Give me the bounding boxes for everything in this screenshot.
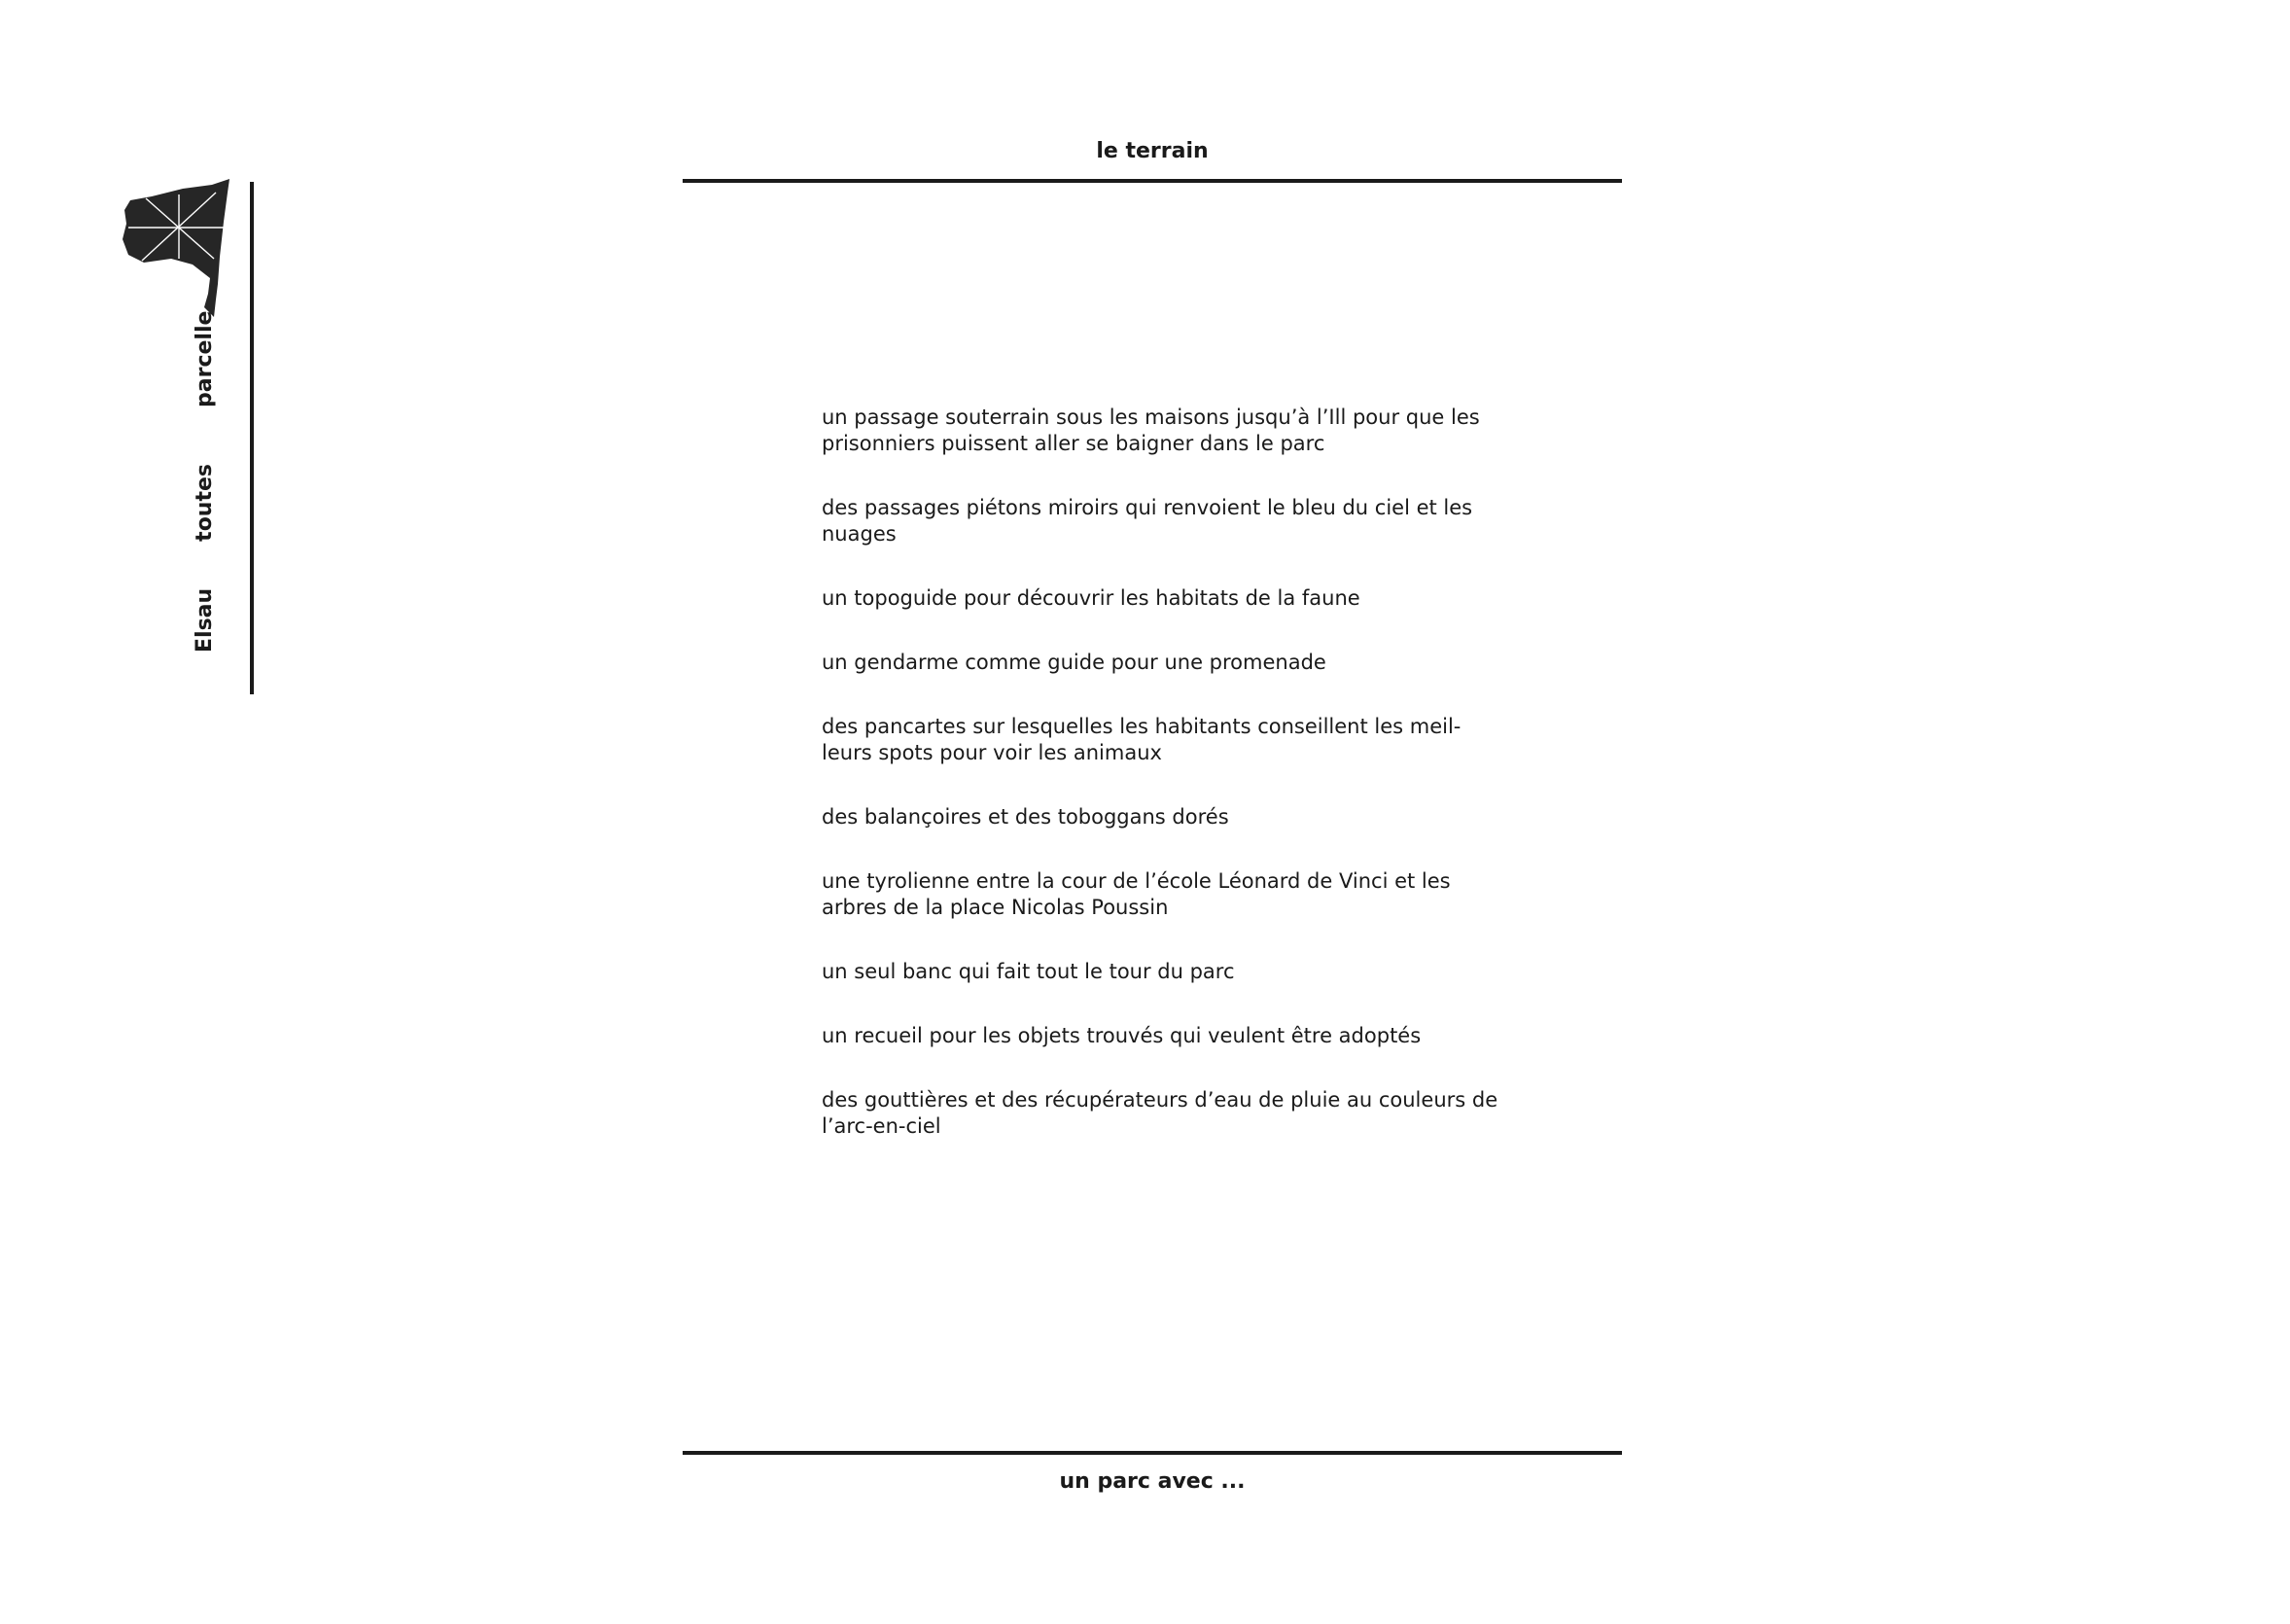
page-title: le terrain bbox=[1096, 139, 1209, 163]
nav-item-elsau[interactable]: Elsau bbox=[193, 587, 217, 653]
list-item: des balançoires et des toboggans dorés bbox=[822, 805, 1229, 829]
sidebar-divider bbox=[250, 182, 254, 694]
list-item: un passage souterrain sous les maisons jusqu’à l’Ill pour que les prisonniers puissent aller se baigner dans le parc bbox=[822, 406, 1480, 455]
list-item: une tyrolienne entre la cour de l’école Léonard de Vinci et les arbres de la place Nicolas Poussin bbox=[822, 869, 1451, 919]
list-item: un gendarme comme guide pour une promenade bbox=[822, 651, 1326, 674]
nav-item-toutes[interactable]: toutes bbox=[193, 464, 217, 542]
vertical-navigation bbox=[192, 311, 219, 653]
bottom-divider bbox=[683, 1451, 1622, 1455]
list-item: des passages piétons miroirs qui renvoient le bleu du ciel et les nuages bbox=[822, 496, 1473, 546]
top-divider bbox=[683, 179, 1622, 183]
footer-title: un parc avec ... bbox=[1059, 1469, 1246, 1494]
list-item: un recueil pour les objets trouvés qui veulent être adoptés bbox=[822, 1024, 1422, 1047]
parcel-shape-icon bbox=[123, 179, 233, 317]
list-item: un topoguide pour découvrir les habitats de la faune bbox=[822, 586, 1360, 610]
list-item: des gouttières et des récupérateurs d’eau de pluie au couleurs de l’arc-en-ciel bbox=[822, 1088, 1498, 1138]
nav-item-parcelle[interactable]: parcelle bbox=[193, 310, 217, 407]
idea-list bbox=[822, 405, 1502, 1178]
list-item: un seul banc qui fait tout le tour du parc bbox=[822, 960, 1235, 983]
list-item: des pancartes sur lesquelles les habitants conseillent les meil-leurs spots pour voir les animaux bbox=[822, 715, 1462, 764]
